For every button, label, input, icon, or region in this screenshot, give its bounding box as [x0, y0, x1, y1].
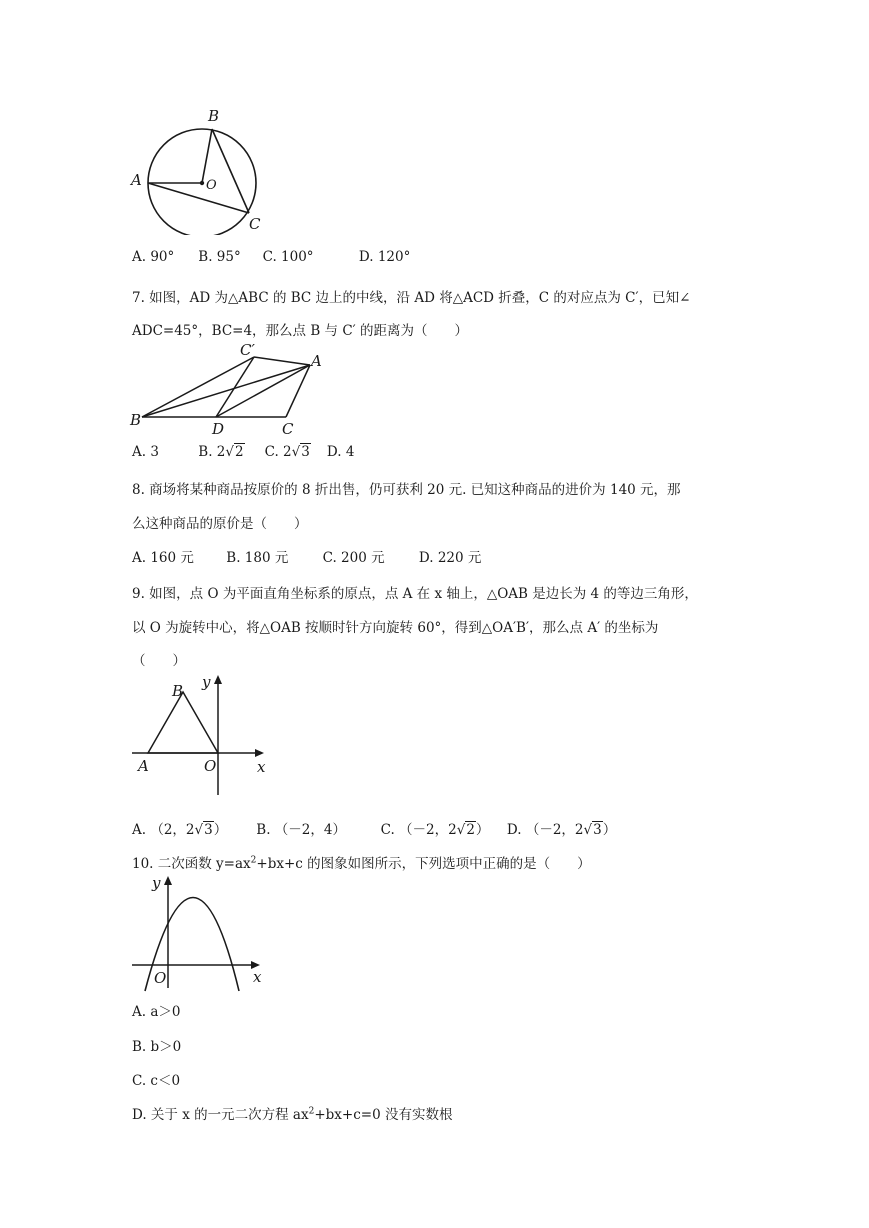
label-A: A [311, 352, 322, 370]
q8-option-d: D. 220 元 [418, 550, 482, 566]
q9-stem-line2: 以 O 为旋转中心，将△OAB 按顺时针方向旋转 60°，得到△OA′B′，那么点 A′ 的坐标为 [132, 620, 659, 636]
q9-options [132, 818, 616, 838]
q10-stem: 10. 二次函数 $y=ax^2+bx+c$ 的图象如图所示，下列选项中正确的是（ ） [132, 855, 591, 872]
q7-option-b: B. 2√2 [198, 444, 244, 460]
q8-options [132, 546, 481, 566]
coordinate-figure [128, 670, 273, 810]
q7-option-c-radicand: 3 [301, 444, 310, 460]
segment-AC [148, 183, 249, 213]
q7-option-b-radicand: 2 [235, 444, 244, 460]
q9-stem-line3: （ ） [132, 653, 186, 669]
segment-OB [202, 129, 212, 183]
q6-options [132, 249, 410, 265]
y-axis-arrow [214, 675, 222, 684]
label-B: B [130, 411, 142, 429]
label-O: O [206, 178, 217, 193]
q10-option-d: D. 关于 x 的一元二次方程 $ax^2+bx+c=0$ 没有实数根 [132, 1106, 453, 1123]
label-D: D [212, 420, 225, 438]
q9-option-b: B. （－2，4） [256, 822, 346, 838]
q7-option-d: D. 4 [326, 444, 355, 460]
label-B: B [208, 107, 220, 125]
q7-stem-line1: 7. 如图，AD 为△ABC 的 BC 边上的中线，沿 AD 将△ACD 折叠，C 的对应点为 C′，已知∠ [132, 290, 691, 306]
label-C-prime: C′ [240, 341, 255, 359]
y-axis-arrow [164, 876, 172, 885]
segment-AD [216, 365, 310, 417]
q7-stem-line2: ADC=45°，BC=4，那么点 B 与 C′ 的距离为（ ） [132, 323, 469, 339]
label-y: y [202, 673, 211, 691]
q9-stem-line1: 9. 如图，点 O 为平面直角坐标系的原点，点 A 在 x 轴上，△OAB 是边长为 4 的等边三角形， [132, 586, 698, 602]
q8-option-a: A. 160 元 [132, 550, 194, 566]
q7-options [132, 443, 354, 460]
parabola-figure [128, 870, 273, 995]
segment-BC [212, 129, 249, 213]
circle-figure [128, 105, 268, 235]
q10-option-c: C. c＜0 [132, 1073, 181, 1089]
q6-option-d: D. 120° [358, 249, 411, 265]
q6-option-a: A. 90° [132, 249, 175, 265]
q8-option-b: B. 180 元 [226, 550, 289, 566]
label-O: O [204, 757, 217, 775]
segment-C-prime-A [254, 357, 310, 365]
q9-option-a: A. （2，2√3） [132, 822, 228, 838]
q9-option-c-radicand: 2 [466, 822, 475, 838]
label-O: O [154, 969, 167, 987]
label-A: A [131, 171, 142, 189]
q7-option-a: A. 3 [132, 444, 159, 460]
q6-option-c: C. 100° [262, 249, 314, 265]
q9-option-c: C. （－2，2√2） [380, 822, 490, 838]
label-B: B [172, 682, 184, 700]
q10-option-a: A. a＞0 [132, 1004, 181, 1020]
label-A: A [138, 757, 149, 775]
label-C: C [282, 420, 294, 438]
q6-option-b: B. 95° [198, 249, 241, 265]
q9-option-d: D. （－2，2√3） [506, 822, 617, 838]
label-x: x [257, 758, 266, 776]
q8-option-c: C. 200 元 [322, 550, 385, 566]
q8-stem-line2: 么这种商品的原价是（ ） [132, 516, 308, 532]
label-y: y [152, 874, 161, 892]
center-dot [200, 181, 204, 185]
q7-option-c: C. 2√3 [264, 444, 310, 460]
q9-option-d-radicand: 3 [593, 822, 602, 838]
q10-option-b: B. b＞0 [132, 1039, 182, 1055]
q9-option-a-radicand: 3 [204, 822, 213, 838]
label-C: C [249, 215, 261, 233]
segment-DC-prime [216, 357, 254, 417]
label-x: x [253, 968, 262, 986]
x-axis-arrow [255, 749, 264, 757]
triangle-OAB [148, 692, 218, 753]
q8-stem-line1: 8. 商场将某种商品按原价的 8 折出售，仍可获利 20 元. 已知这种商品的进价为 140 元，那 [132, 482, 681, 498]
fold-figure [128, 340, 328, 440]
segment-AC [286, 365, 310, 417]
